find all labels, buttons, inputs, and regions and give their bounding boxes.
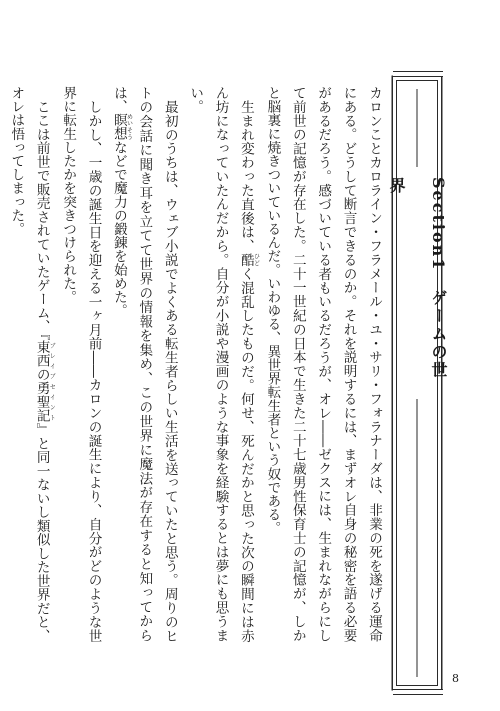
body-text bbox=[8, 86, 386, 643]
section-banner bbox=[387, 80, 448, 686]
banner-rule-top bbox=[417, 89, 418, 167]
paragraph-4: しかし、一歳の誕生日を迎える一ヶ月前――カロンの誕生により、自分がどのような世界に転生したかを突きつけられた。 bbox=[60, 86, 102, 642]
page-number: 8 bbox=[452, 672, 459, 685]
paragraph-1: カロンことカロライン・フラメール・ユ・サリ・フォラナーダは、非業の死を遂げる運命にある。どうして断言できるのか。それを説明するには、まずオレ自身の秘密を語る必要があるだろう。感づいている者もいるだろうが、オレ――ゼクスには、生まれながらにして前世の記憶が存在した。二十一世紀の日本で生きた二十七歳男性保育士の記憶が、しかと脳裏に焼きついているんだ。いわゆる、異世界転生者という奴である。 bbox=[264, 86, 382, 642]
paragraph-2: 生まれ変わった直後は、酷ひどく混乱したものだ。何せ、死んだかと思った次の瞬間には赤ん坊になっていたんだから。自分が小説や漫画のような事象を経験するとは夢にも思うまい。 bbox=[187, 86, 260, 642]
banner-cap-bottom bbox=[393, 689, 443, 695]
ruby-hido: 酷ひど bbox=[237, 252, 260, 267]
paragraph-5: ここは前世で販売されていたゲーム、『東西の勇聖記ブレイブセイント』と同一ないし類似した世界だと、オレは悟ってしまった。 bbox=[8, 86, 56, 643]
banner-rule-bottom bbox=[417, 399, 418, 677]
banner-cap-top bbox=[393, 71, 443, 77]
ruby-meisou: 瞑想めいそう bbox=[110, 113, 133, 141]
paragraph-3: 最初のうちは、ウェブ小説でよくある転生者らしい生活を送っていたと思う。周りのヒトの会話に聞き耳を立てて世界の情報を集め、この世界に魔法が存在すると知ってからは、瞑想めいそうなどで魔力の鍛錬を始めた。 bbox=[110, 86, 178, 642]
section-title: Section1 ゲームの世界 bbox=[387, 177, 448, 380]
ruby-brave-saint: 東西の勇聖記ブレイブセイント bbox=[33, 340, 56, 423]
